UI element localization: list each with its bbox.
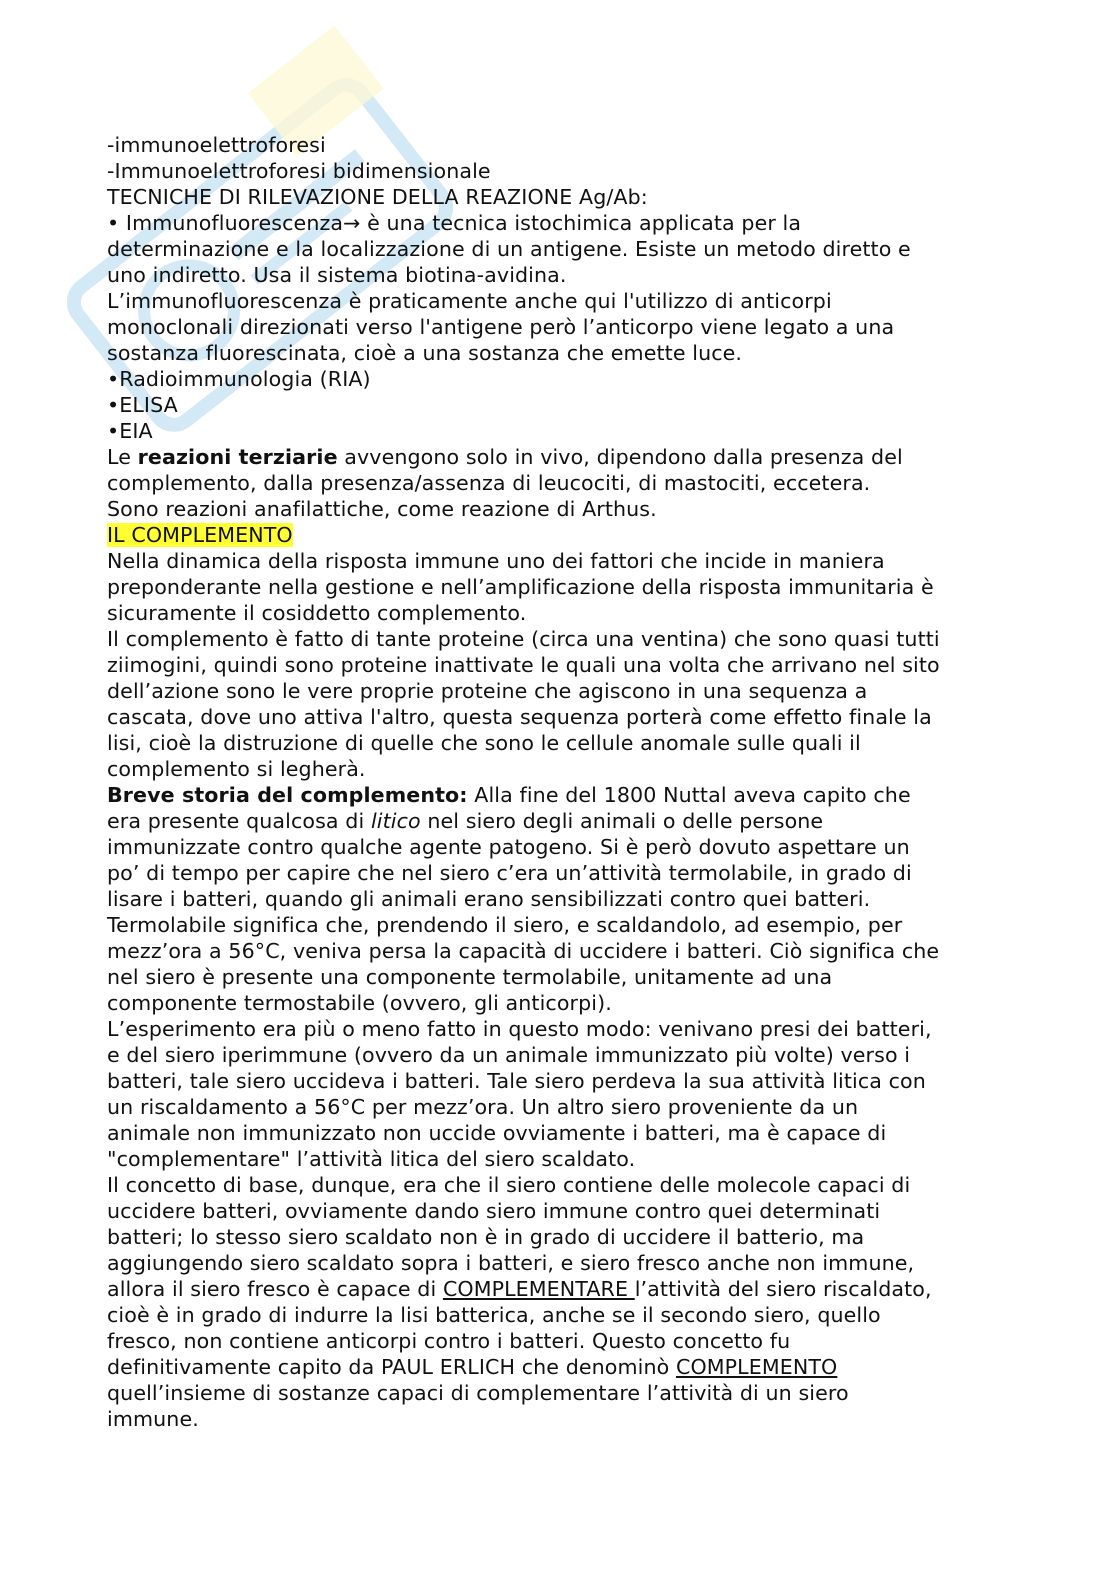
text-line: cascata, dove uno attiva l'altro, questa sequenza porterà come effetto finale la (107, 705, 932, 729)
text-line: complemento si legherà. (107, 757, 366, 781)
text-line: immunizzate contro qualche agente patogeno. Si è però dovuto aspettare un (107, 835, 910, 859)
list-item: •EIA (107, 419, 153, 443)
text-fragment: era presente qualcosa di (107, 809, 371, 833)
text-line: dell’azione sono le vere proprie proteine che agiscono in una sequenza a (107, 679, 868, 703)
text-line: immune. (107, 1407, 199, 1431)
text-line: uno indiretto. Usa il sistema biotina-avidina. (107, 263, 567, 287)
text-line: monoclonali direzionati verso l'antigene però l’anticorpo viene legato a una (107, 315, 895, 339)
text-line: sostanza fluorescinata, cioè a una sostanza che emette luce. (107, 341, 743, 365)
text-fragment: l’attività del siero riscaldato, (634, 1277, 932, 1301)
text-line (107, 444, 1007, 470)
text-line: batteri; lo stesso siero scaldato non è in grado di uccidere il batterio, ma (107, 1225, 865, 1249)
text-line: e del siero iperimmune (ovvero da un animale immunizzato più volte) verso i (107, 1043, 911, 1067)
text-line: Nella dinamica della risposta immune uno dei fattori che incide in maniera (107, 549, 885, 573)
text-line (107, 782, 1007, 808)
bold-term: reazioni terziarie (137, 445, 338, 469)
text-line: • Immunofluorescenza→ è una tecnica istochimica applicata per la (107, 211, 802, 235)
text-fragment: Le (107, 445, 138, 469)
italic-term: litico (370, 809, 421, 833)
text-fragment: avvengono solo in vivo, dipendono dalla presenza del (337, 445, 903, 469)
text-line: nel siero è presente una componente termolabile, unitamente ad una (107, 965, 833, 989)
text-line: fresco, non contiene anticorpi contro i batteri. Questo concetto fu (107, 1329, 791, 1353)
text-line: preponderante nella gestione e nell’amplificazione della risposta immunitaria è (107, 575, 934, 599)
text-line (107, 1354, 1007, 1380)
highlighted-heading (107, 522, 1007, 548)
list-item: •Radioimmunologia (RIA) (107, 367, 371, 391)
text-fragment: nel siero degli animali o delle persone (420, 809, 824, 833)
text-line: batteri, tale siero uccideva i batteri. Tale siero perdeva la sua attività litica con (107, 1069, 926, 1093)
text-line: po’ di tempo per capire che nel siero c’era un’attività termolabile, in grado di (107, 861, 912, 885)
text-line: lisare i batteri, quando gli animali erano sensibilizzati contro quei batteri. (107, 887, 871, 911)
text-line: sicuramente il cosiddetto complemento. (107, 601, 527, 625)
heading-text: IL COMPLEMENTO (107, 523, 293, 547)
text-fragment: definitivamente capito da PAUL ERLICH che denominò (107, 1355, 676, 1379)
text-line: complemento, dalla presenza/assenza di leucociti, di mastociti, eccetera. (107, 471, 871, 495)
text-line: Il complemento è fatto di tante proteine (circa una ventina) che sono quasi tutti (107, 627, 940, 651)
text-line: determinazione e la localizzazione di un antigene. Esiste un metodo diretto e (107, 237, 911, 261)
list-item: •ELISA (107, 393, 178, 417)
text-fragment: allora il siero fresco è capace di (107, 1277, 443, 1301)
underlined-term: COMPLEMENTO (675, 1355, 838, 1379)
text-line: Il concetto di base, dunque, era che il siero contiene delle molecole capaci di (107, 1173, 911, 1197)
text-line: ziimogini, quindi sono proteine inattivate le quali una volta che arrivano nel sito (107, 653, 940, 677)
text-line: -Immunoelettroforesi bidimensionale (107, 159, 491, 183)
text-line: cioè è in grado di indurre la lisi batterica, anche se il secondo siero, quello (107, 1303, 881, 1327)
text-line: mezz’ora a 56°C, veniva persa la capacità di uccidere i batteri. Ciò significa che (107, 939, 940, 963)
text-line: aggiungendo siero scaldato sopra i batteri, e siero fresco anche non immune, (107, 1251, 915, 1275)
text-line: quell’insieme di sostanze capaci di complementare l’attività di un siero (107, 1381, 849, 1405)
text-line: Sono reazioni anafilattiche, come reazione di Arthus. (107, 497, 657, 521)
text-line (107, 1276, 1007, 1302)
document-body (107, 132, 1007, 1432)
text-line: L’esperimento era più o meno fatto in questo modo: venivano presi dei batteri, (107, 1017, 932, 1041)
text-line: uccidere batteri, ovviamente dando siero immune contro quei determinati (107, 1199, 881, 1223)
text-line: "complementare" l’attività litica del siero scaldato. (107, 1147, 636, 1171)
text-line: animale non immunizzato non uccide ovviamente i batteri, ma è capace di (107, 1121, 887, 1145)
text-line: un riscaldamento a 56°C per mezz’ora. Un altro siero proveniente da un (107, 1095, 859, 1119)
text-fragment: Alla fine del 1800 Nuttal aveva capito che (467, 783, 911, 807)
section-heading: TECNICHE DI RILEVAZIONE DELLA REAZIONE Ag/Ab: (107, 185, 648, 209)
text-line (107, 808, 1007, 834)
text-line: -immunoelettroforesi (107, 133, 326, 157)
underlined-term: COMPLEMENTARE (442, 1277, 635, 1301)
text-line: componente termostabile (ovvero, gli anticorpi). (107, 991, 612, 1015)
bold-term: Breve storia del complemento: (107, 783, 468, 807)
text-line: L’immunofluorescenza è praticamente anche qui l'utilizzo di anticorpi (107, 289, 832, 313)
text-line: Termolabile significa che, prendendo il siero, e scaldandolo, ad esempio, per (107, 913, 903, 937)
text-line: lisi, cioè la distruzione di quelle che sono le cellule anomale sulle quali il (107, 731, 861, 755)
